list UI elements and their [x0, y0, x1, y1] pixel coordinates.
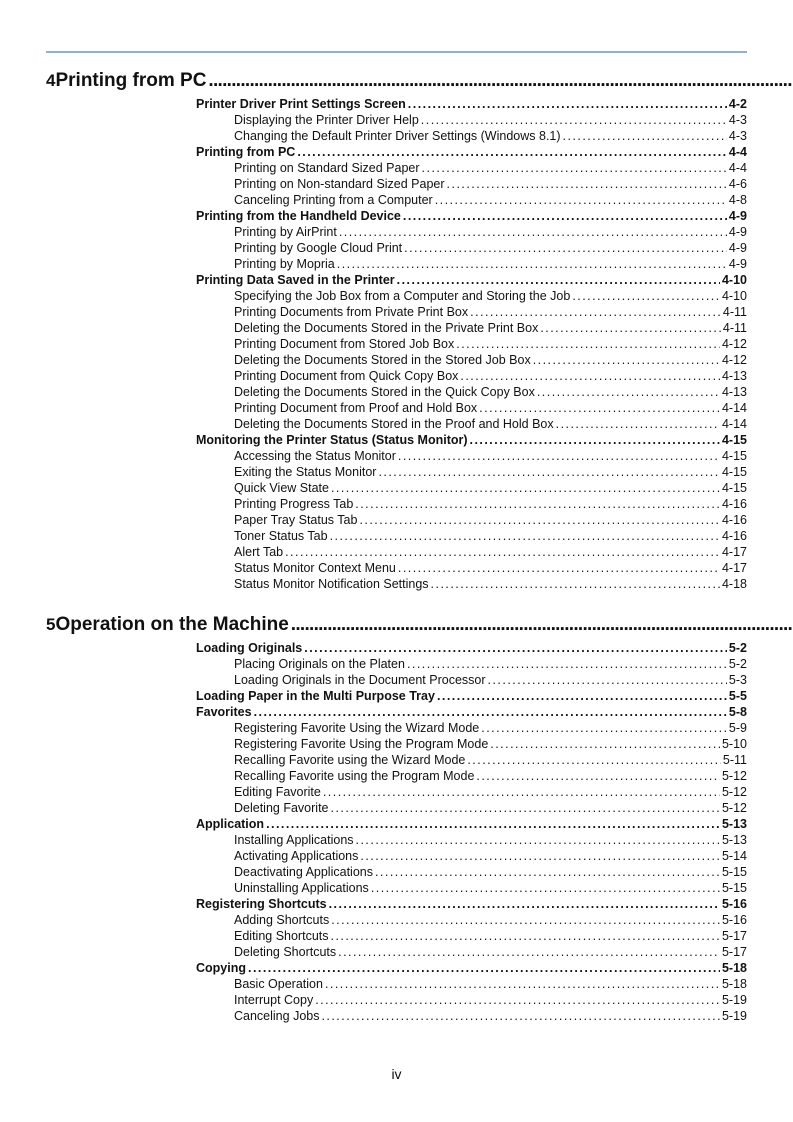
chapter-5 [46, 614, 747, 1024]
dot-leader [254, 704, 727, 720]
toc-subsection-entry[interactable] [234, 128, 747, 144]
entry-page: 5-13 [721, 817, 747, 831]
entry-title: Printer Driver Print Settings Screen [196, 97, 406, 111]
toc-subsection-entry[interactable] [234, 848, 747, 864]
entry-page: 4-9 [728, 209, 747, 223]
dot-leader [456, 336, 720, 352]
dot-leader [331, 928, 720, 944]
entry-title: Registering Favorite Using the Wizard Mode [234, 721, 480, 735]
entry-title: Deleting the Documents Stored in the Quick Copy Box [234, 385, 535, 399]
entry-page: 5-16 [721, 913, 747, 927]
toc-subsection-entry[interactable] [234, 992, 747, 1008]
toc-subsection-entry[interactable] [234, 368, 747, 384]
entry-page: 4-4 [728, 161, 747, 175]
toc-entries [46, 96, 747, 592]
entry-title: Canceling Printing from a Computer [234, 193, 433, 207]
entry-title: Loading Originals [196, 641, 303, 655]
entry-page: 4-17 [721, 561, 747, 575]
entry-page: 5-14 [721, 849, 747, 863]
toc-section-entry[interactable] [196, 688, 747, 704]
dot-leader [476, 768, 720, 784]
entry-page: 4-13 [721, 385, 747, 399]
toc-subsection-entry[interactable] [234, 384, 747, 400]
entry-title: Specifying the Job Box from a Computer and Storing the Job [234, 289, 571, 303]
entry-title: Status Monitor Context Menu [234, 561, 396, 575]
dot-leader [537, 384, 720, 400]
toc-subsection-entry[interactable] [234, 1008, 747, 1024]
entry-page: 4-11 [722, 321, 747, 335]
toc-section-entry[interactable] [196, 816, 747, 832]
entry-title: Toner Status Tab [234, 529, 328, 543]
entry-title: Printing by Google Cloud Print [234, 241, 403, 255]
entry-title: Printing Document from Proof and Hold Box [234, 401, 478, 415]
dot-leader [398, 560, 720, 576]
chapter-heading[interactable] [46, 70, 747, 96]
toc-subsection-entry[interactable] [234, 736, 747, 752]
dot-leader [481, 720, 727, 736]
entry-page: 5-18 [721, 961, 747, 975]
toc-subsection-entry[interactable] [234, 944, 747, 960]
entry-page: 4-17 [721, 545, 747, 559]
dot-leader [360, 848, 720, 864]
page-number: iv [391, 1066, 402, 1082]
entry-title: Printing by AirPrint [234, 225, 337, 239]
entry-title: Printing Documents from Private Print Box [234, 305, 469, 319]
dot-leader [297, 144, 727, 160]
dot-leader [338, 944, 720, 960]
entry-title: Adding Shortcuts [234, 913, 330, 927]
entry-title: Quick View State [234, 481, 329, 495]
entry-title: Favorites [196, 705, 252, 719]
chapter-heading[interactable] [46, 614, 747, 640]
entry-page: 4-15 [721, 465, 747, 479]
entry-title: Printing Data Saved in the Printer [196, 273, 395, 287]
entry-title: Registering Shortcuts [196, 897, 327, 911]
dot-leader [339, 224, 727, 240]
entry-title: Deleting the Documents Stored in the Stored Job Box [234, 353, 531, 367]
dot-leader [563, 128, 727, 144]
dot-leader [375, 864, 720, 880]
entry-page: 4-10 [721, 273, 747, 287]
dot-leader [329, 896, 720, 912]
dot-leader [403, 208, 727, 224]
entry-title: Printing Progress Tab [234, 497, 354, 511]
entry-page: 4-16 [721, 529, 747, 543]
dot-leader [321, 1008, 720, 1024]
dot-leader [323, 784, 720, 800]
toc-subsection-entry[interactable] [234, 320, 747, 336]
entry-title: Interrupt Copy [234, 993, 314, 1007]
entry-page: 4-4 [728, 145, 747, 159]
entry-title: Deleting Shortcuts [234, 945, 337, 959]
entry-page: 5-12 [721, 785, 747, 799]
toc-section-entry[interactable] [196, 432, 747, 448]
dot-leader [467, 752, 721, 768]
toc-subsection-entry[interactable] [234, 784, 747, 800]
toc-section-entry[interactable] [196, 208, 747, 224]
entry-page: 5-19 [721, 993, 747, 1007]
chapter-4 [46, 70, 747, 592]
toc-section-entry[interactable] [196, 960, 747, 976]
entry-title: Printing Document from Stored Job Box [234, 337, 455, 351]
dot-leader [248, 960, 720, 976]
entry-title: Monitoring the Printer Status (Status Monitor) [196, 433, 468, 447]
toc-section-entry[interactable] [196, 96, 747, 112]
dot-leader [337, 256, 727, 272]
entry-page: 5-17 [721, 929, 747, 943]
toc-subsection-entry[interactable] [234, 304, 747, 320]
toc-subsection-entry[interactable] [234, 560, 747, 576]
toc-subsection-entry[interactable] [234, 400, 747, 416]
dot-leader [431, 576, 720, 592]
dot-leader [331, 480, 720, 496]
toc-subsection-entry[interactable] [234, 800, 747, 816]
dot-leader [490, 736, 720, 752]
toc-subsection-entry[interactable] [234, 112, 747, 128]
chapter-number: 4 [46, 71, 56, 90]
entry-title: Deleting Favorite [234, 801, 329, 815]
dot-leader [422, 160, 727, 176]
toc-subsection-entry[interactable] [234, 240, 747, 256]
dot-leader [356, 832, 720, 848]
toc-subsection-entry[interactable] [234, 192, 747, 208]
entry-page: 4-14 [721, 417, 747, 431]
dot-leader [325, 976, 720, 992]
entry-title: Placing Originals on the Platen [234, 657, 405, 671]
toc-subsection-entry[interactable] [234, 496, 747, 512]
toc-subsection-entry[interactable] [234, 528, 747, 544]
dot-leader [460, 368, 720, 384]
entry-title: Recalling Favorite using the Wizard Mode [234, 753, 466, 767]
dot-leader [479, 400, 720, 416]
entry-page: 5-2 [728, 641, 747, 655]
entry-title: Deactivating Applications [234, 865, 373, 879]
entry-page: 4-15 [721, 481, 747, 495]
entry-title: Printing by Mopria [234, 257, 335, 271]
dot-leader [397, 272, 720, 288]
dot-leader [540, 320, 721, 336]
toc-subsection-entry[interactable] [234, 160, 747, 176]
entry-page: 4-16 [721, 513, 747, 527]
dot-leader [404, 240, 727, 256]
dot-leader [408, 96, 727, 112]
toc-subsection-entry[interactable] [234, 832, 747, 848]
entry-title: Paper Tray Status Tab [234, 513, 358, 527]
entry-page: 5-2 [728, 657, 747, 671]
toc-entries [46, 640, 747, 1024]
entry-page: 4-2 [728, 97, 747, 111]
entry-title: Activating Applications [234, 849, 359, 863]
toc-subsection-entry[interactable] [234, 256, 747, 272]
dot-leader [398, 448, 720, 464]
dot-leader [421, 112, 727, 128]
dot-leader [488, 672, 727, 688]
entry-title: Copying [196, 961, 246, 975]
dot-leader [291, 614, 793, 636]
entry-page: 4-15 [721, 433, 747, 447]
toc-subsection-entry[interactable] [234, 176, 747, 192]
chapter-title: Operation on the Machine [55, 614, 289, 635]
toc-subsection-entry[interactable] [234, 880, 747, 896]
entry-title: Recalling Favorite using the Program Mode [234, 769, 475, 783]
entry-page: 5-17 [721, 945, 747, 959]
dot-leader [315, 992, 720, 1008]
entry-title: Displaying the Printer Driver Help [234, 113, 419, 127]
dot-leader [470, 304, 721, 320]
toc-subsection-entry[interactable] [234, 512, 747, 528]
dot-leader [407, 656, 727, 672]
entry-title: Changing the Default Printer Driver Settings (Windows 8.1) [234, 129, 561, 143]
entry-page: 5-19 [721, 1009, 747, 1023]
entry-title: Registering Favorite Using the Program Mode [234, 737, 489, 751]
toc-subsection-entry[interactable] [234, 720, 747, 736]
entry-page: 5-5 [728, 689, 747, 703]
toc-subsection-entry[interactable] [234, 352, 747, 368]
dot-leader [304, 640, 727, 656]
toc-section-entry[interactable] [196, 704, 747, 720]
entry-title: Deleting the Documents Stored in the Private Print Box [234, 321, 539, 335]
dot-leader [572, 288, 720, 304]
entry-page: 4-12 [721, 353, 747, 367]
toc-subsection-entry[interactable] [234, 672, 747, 688]
entry-page: 4-10 [721, 289, 747, 303]
entry-title: Installing Applications [234, 833, 354, 847]
entry-page: 4-9 [728, 225, 747, 239]
dot-leader [447, 176, 727, 192]
entry-title: Canceling Jobs [234, 1009, 320, 1023]
entry-page: 5-15 [721, 865, 747, 879]
entry-page: 5-15 [721, 881, 747, 895]
entry-page: 4-3 [728, 113, 747, 127]
toc-subsection-entry[interactable] [234, 448, 747, 464]
dot-leader [359, 512, 720, 528]
entry-page: 5-16 [721, 897, 747, 911]
entry-title: Accessing the Status Monitor [234, 449, 396, 463]
chapter-title: Printing from PC [55, 70, 207, 91]
entry-page: 4-11 [722, 305, 747, 319]
toc-subsection-entry[interactable] [234, 752, 747, 768]
entry-title: Printing on Standard Sized Paper [234, 161, 420, 175]
entry-page: 4-16 [721, 497, 747, 511]
entry-title: Basic Operation [234, 977, 323, 991]
dot-leader [266, 816, 720, 832]
entry-title: Status Monitor Notification Settings [234, 577, 429, 591]
dot-leader [533, 352, 720, 368]
toc-subsection-entry[interactable] [234, 576, 747, 592]
toc-section-entry[interactable] [196, 896, 747, 912]
entry-page: 4-8 [728, 193, 747, 207]
toc-subsection-entry[interactable] [234, 480, 747, 496]
dot-leader [437, 688, 727, 704]
toc-subsection-entry[interactable] [234, 288, 747, 304]
entry-page: 4-9 [728, 257, 747, 271]
dot-leader [556, 416, 720, 432]
entry-title: Application [196, 817, 265, 831]
dot-leader [470, 432, 720, 448]
entry-page: 5-12 [721, 769, 747, 783]
toc-subsection-entry[interactable] [234, 336, 747, 352]
entry-title: Uninstalling Applications [234, 881, 369, 895]
entry-title: Loading Paper in the Multi Purpose Tray [196, 689, 435, 703]
entry-page: 5-11 [722, 753, 747, 767]
entry-title: Editing Shortcuts [234, 929, 329, 943]
entry-page: 5-13 [721, 833, 747, 847]
entry-page: 5-8 [728, 705, 747, 719]
dot-leader [331, 800, 720, 816]
entry-page: 5-3 [728, 673, 747, 687]
entry-page: 4-12 [721, 337, 747, 351]
entry-title: Printing from PC [196, 145, 296, 159]
entry-page: 4-13 [721, 369, 747, 383]
entry-title: Printing on Non-standard Sized Paper [234, 177, 445, 191]
entry-page: 5-9 [728, 721, 747, 735]
entry-title: Deleting the Documents Stored in the Proof and Hold Box [234, 417, 554, 431]
toc-subsection-entry[interactable] [234, 224, 747, 240]
entry-page: 4-15 [721, 449, 747, 463]
entry-page: 4-3 [728, 129, 747, 143]
toc-section-entry[interactable] [196, 272, 747, 288]
toc-subsection-entry[interactable] [234, 768, 747, 784]
entry-page: 4-14 [721, 401, 747, 415]
dot-leader [435, 192, 727, 208]
toc-subsection-entry[interactable] [234, 416, 747, 432]
chapter-number: 5 [46, 615, 56, 634]
toc-subsection-entry[interactable] [234, 864, 747, 880]
toc-subsection-entry[interactable] [234, 544, 747, 560]
entry-page: 4-18 [721, 577, 747, 591]
entry-page: 4-6 [728, 177, 747, 191]
entry-page: 5-10 [721, 737, 747, 751]
dot-leader [371, 880, 720, 896]
dot-leader [208, 70, 793, 92]
dot-leader [331, 912, 720, 928]
entry-title: Alert Tab [234, 545, 284, 559]
entry-title: Printing Document from Quick Copy Box [234, 369, 459, 383]
top-rule [46, 51, 747, 53]
toc-subsection-entry[interactable] [234, 928, 747, 944]
dot-leader [355, 496, 720, 512]
toc-subsection-entry[interactable] [234, 912, 747, 928]
entry-page: 5-12 [721, 801, 747, 815]
entry-page: 4-9 [728, 241, 747, 255]
dot-leader [330, 528, 720, 544]
entry-title: Exiting the Status Monitor [234, 465, 377, 479]
dot-leader [378, 464, 720, 480]
toc-section-entry[interactable] [196, 144, 747, 160]
toc-subsection-entry[interactable] [234, 976, 747, 992]
entry-page: 5-18 [721, 977, 747, 991]
entry-title: Printing from the Handheld Device [196, 209, 401, 223]
entry-title: Loading Originals in the Document Processor [234, 673, 486, 687]
toc-subsection-entry[interactable] [234, 464, 747, 480]
toc-section-entry[interactable] [196, 640, 747, 656]
toc-subsection-entry[interactable] [234, 656, 747, 672]
dot-leader [285, 544, 720, 560]
entry-title: Editing Favorite [234, 785, 321, 799]
